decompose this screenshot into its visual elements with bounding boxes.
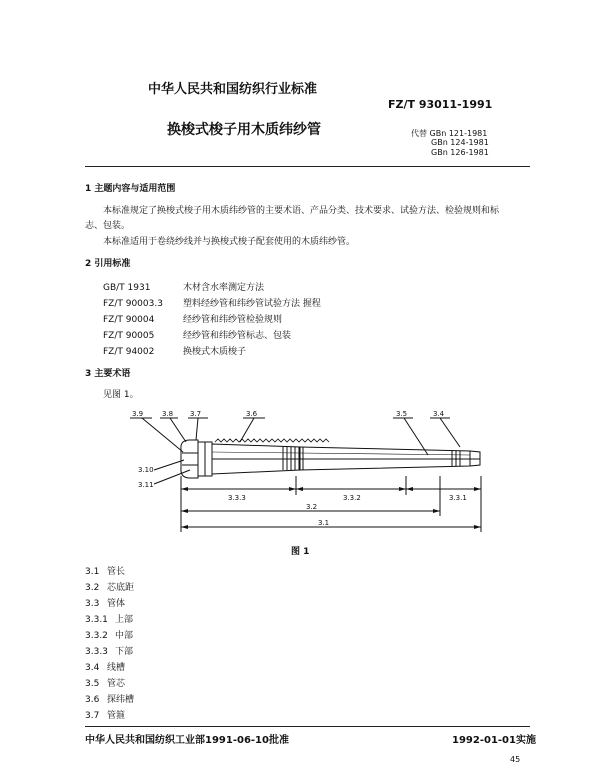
reference-title: 换梭式木质梭子 xyxy=(183,347,247,357)
term-number: 3.6 xyxy=(85,695,100,705)
term-number: 3.5 xyxy=(85,679,100,689)
label-3-2: 3.2 xyxy=(306,503,318,511)
label-3-4: 3.4 xyxy=(433,410,445,418)
footer-rule xyxy=(85,726,530,727)
term-name: 上部 xyxy=(115,615,134,625)
term-item xyxy=(85,628,133,641)
term-item xyxy=(85,596,125,609)
term-number: 3.3 xyxy=(85,599,100,609)
label-3-8: 3.8 xyxy=(162,410,174,418)
standard-code: FZ/T 93011-1991 xyxy=(388,98,493,111)
section-1-paragraph-1a: 本标准规定了换梭式梭子用木质纬纱管的主要术语、产品分类、技术要求、试验方法、检验规则和标 xyxy=(103,206,500,216)
term-item xyxy=(85,564,125,577)
term-number: 3.3.2 xyxy=(85,631,108,641)
term-item xyxy=(85,660,125,673)
term-name: 管长 xyxy=(107,567,126,577)
term-number: 3.3.3 xyxy=(85,647,108,657)
label-3-11: 3.11 xyxy=(138,481,154,489)
issuing-body: 中华人民共和国纺织行业标准 xyxy=(148,82,318,97)
section-1-paragraph-2: 本标准适用于卷绕纱线并与换梭式梭子配套使用的木质纬纱管。 xyxy=(103,237,356,247)
term-name: 线槽 xyxy=(107,663,126,673)
section-1-heading: 1 主题内容与适用范围 xyxy=(85,184,176,194)
approval-line: 中华人民共和国纺织工业部1991-06-10批准 xyxy=(85,735,289,746)
section-2-heading: 2 引用标准 xyxy=(85,259,131,269)
term-item xyxy=(85,580,134,593)
reference-title: 塑料经纱管和纬纱管试验方法 握程 xyxy=(183,299,321,309)
reference-title: 木材含水率测定方法 xyxy=(183,283,265,293)
label-3-6: 3.6 xyxy=(246,410,258,418)
label-3-7: 3.7 xyxy=(190,410,202,418)
term-name: 管体 xyxy=(107,599,126,609)
term-name: 管芯 xyxy=(107,679,126,689)
term-item xyxy=(85,692,134,705)
term-item xyxy=(85,676,125,689)
term-name: 下部 xyxy=(115,647,134,657)
effective-date: 1992-01-01实施 xyxy=(452,735,536,746)
term-number: 3.7 xyxy=(85,711,100,721)
label-3-1: 3.1 xyxy=(318,519,330,527)
replaces-line-3: GBn 126-1981 xyxy=(431,148,489,157)
term-number: 3.4 xyxy=(85,663,100,673)
term-item xyxy=(85,612,133,625)
label-3-3-2: 3.3.2 xyxy=(343,494,361,502)
term-name: 中部 xyxy=(115,631,134,641)
page-title: 换梭式梭子用木质纬纱管 xyxy=(167,122,321,138)
reference-code: FZ/T 90004 xyxy=(103,315,155,325)
section-3-see-figure: 见图 1。 xyxy=(103,390,139,400)
term-number: 3.2 xyxy=(85,583,100,593)
term-item xyxy=(85,644,133,657)
term-item xyxy=(85,708,125,721)
figure-caption: 图 1 xyxy=(291,547,310,557)
label-3-10: 3.10 xyxy=(138,466,154,474)
label-3-3-3: 3.3.3 xyxy=(228,494,246,502)
page-number: 45 xyxy=(510,755,521,764)
section-1-paragraph-1b: 志、包装。 xyxy=(85,221,131,231)
label-3-9: 3.9 xyxy=(132,410,144,418)
section-3-heading: 3 主要术语 xyxy=(85,369,131,379)
term-name: 管箍 xyxy=(107,711,126,721)
reference-code: FZ/T 90003.3 xyxy=(103,299,163,309)
term-number: 3.1 xyxy=(85,567,100,577)
term-name: 芯底距 xyxy=(107,583,135,593)
replaces-line-1: 代替 GBn 121-1981 xyxy=(411,129,488,138)
term-number: 3.3.1 xyxy=(85,615,108,625)
reference-title: 经纱管和纬纱管标志、包装 xyxy=(183,331,292,341)
reference-code: GB/T 1931 xyxy=(103,283,151,293)
reference-code: FZ/T 94002 xyxy=(103,347,155,357)
term-name: 探纬槽 xyxy=(107,695,135,705)
reference-title: 经纱管和纬纱管检验规则 xyxy=(183,315,283,325)
reference-code: FZ/T 90005 xyxy=(103,331,155,341)
label-3-5: 3.5 xyxy=(396,410,408,418)
replaces-line-2: GBn 124-1981 xyxy=(431,138,489,147)
label-3-3-1: 3.3.1 xyxy=(449,494,467,502)
